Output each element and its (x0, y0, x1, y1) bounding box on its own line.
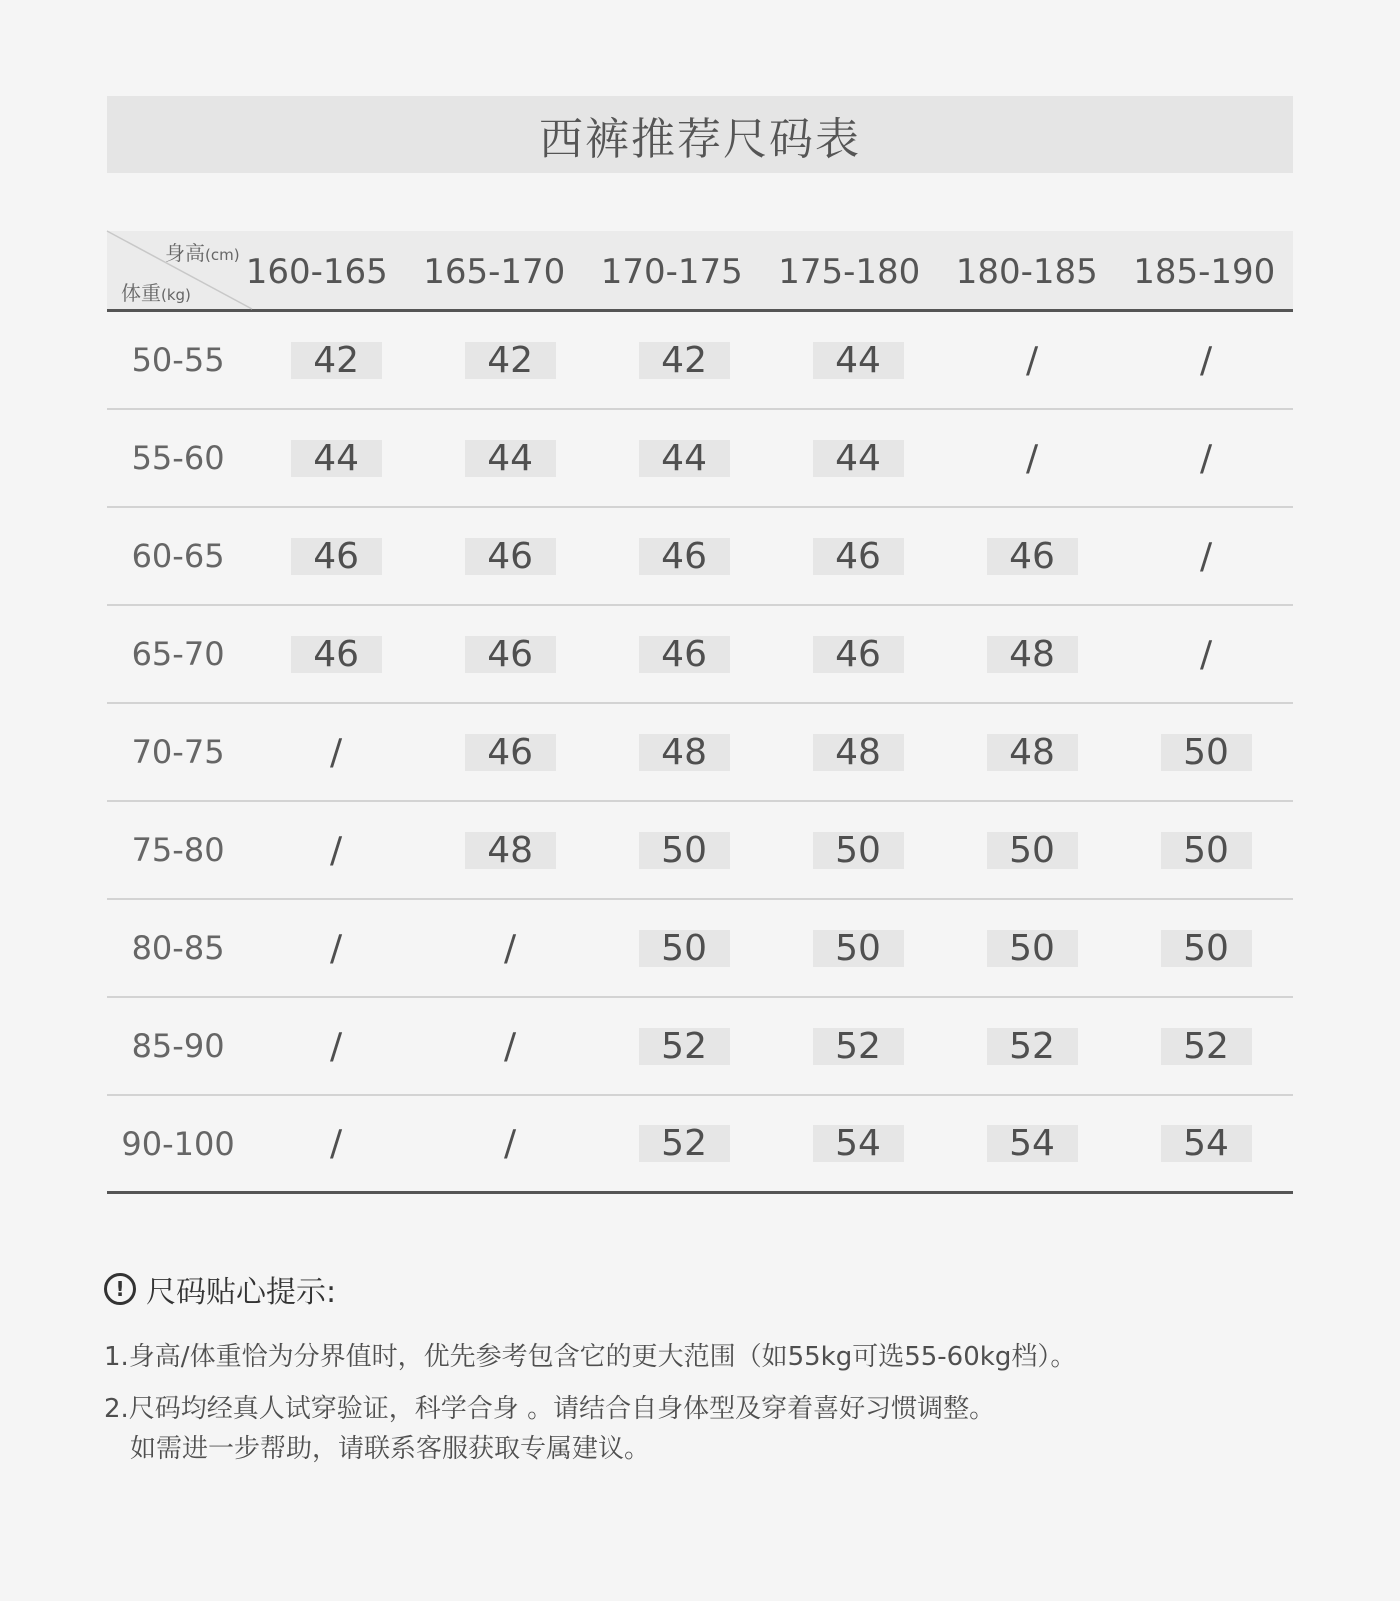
size-value: 46 (813, 538, 904, 575)
tip-line: 1.身高/体重恰为分界值时，优先参考包含它的更大范围（如55kg可选55-60kg档）。 (104, 1342, 1077, 1372)
column-header: 160-165 (245, 252, 388, 292)
unavailable-mark: / (330, 731, 343, 773)
size-cell (771, 998, 945, 1094)
size-cell (249, 312, 423, 408)
size-cell (1119, 312, 1293, 408)
size-cell (771, 606, 945, 702)
size-value: 52 (639, 1125, 730, 1162)
size-cell (1119, 802, 1293, 898)
size-cell (945, 802, 1119, 898)
size-value: 52 (987, 1028, 1078, 1065)
size-value: 46 (465, 538, 556, 575)
size-cell (945, 900, 1119, 996)
column-header: 165-170 (423, 252, 566, 292)
size-value: 50 (813, 930, 904, 967)
height-unit-text: (cm) (205, 246, 240, 264)
size-value: 44 (813, 342, 904, 379)
size-value: 48 (639, 734, 730, 771)
column-header: 185-190 (1133, 252, 1276, 292)
size-cell (771, 312, 945, 408)
size-cell (945, 998, 1119, 1094)
size-value: 48 (987, 734, 1078, 771)
size-cell (1119, 410, 1293, 506)
table-header (107, 231, 1293, 312)
size-cell (597, 312, 771, 408)
weight-range-cell: 70-75 (131, 733, 225, 771)
size-cell (597, 1096, 771, 1191)
size-value: 50 (987, 930, 1078, 967)
size-value: 52 (813, 1028, 904, 1065)
size-cell (945, 410, 1119, 506)
exclamation-circle-icon: ! (104, 1273, 136, 1305)
size-value: 46 (639, 636, 730, 673)
size-value: 46 (465, 734, 556, 771)
size-cell (945, 606, 1119, 702)
size-cell (771, 900, 945, 996)
size-value: 48 (813, 734, 904, 771)
table-row (107, 704, 1293, 802)
size-cell (771, 410, 945, 506)
unavailable-mark: / (504, 1123, 517, 1164)
size-cell (249, 508, 423, 604)
table-row (107, 312, 1293, 410)
tips-section (104, 1267, 1304, 1469)
size-value: 46 (465, 636, 556, 673)
size-cell (597, 802, 771, 898)
size-value: 42 (465, 342, 556, 379)
unavailable-mark: / (1025, 437, 1039, 479)
size-value: 54 (1161, 1125, 1252, 1162)
unavailable-mark: / (330, 1123, 343, 1164)
size-value: 50 (813, 832, 904, 869)
size-cell (771, 704, 945, 800)
size-value: 46 (987, 538, 1078, 575)
size-cell (249, 704, 423, 800)
tip-line: 如需进一步帮助，请联系客服获取专属建议。 (130, 1434, 651, 1464)
size-cell (597, 410, 771, 506)
table-row (107, 1096, 1293, 1194)
column-header: 170-175 (600, 252, 743, 292)
unavailable-mark: / (330, 927, 343, 969)
size-cell (423, 802, 597, 898)
weight-axis-label (121, 277, 191, 306)
unavailable-mark: / (1025, 339, 1039, 381)
unavailable-mark: / (330, 1025, 343, 1067)
size-cell (597, 606, 771, 702)
table-row (107, 998, 1293, 1096)
weight-range-cell: 50-55 (131, 341, 225, 379)
weight-range-cell: 85-90 (131, 1027, 225, 1065)
size-cell (423, 998, 597, 1094)
size-cell (423, 606, 597, 702)
unavailable-mark: / (1199, 535, 1213, 577)
size-value: 50 (1161, 832, 1252, 869)
size-cell (423, 508, 597, 604)
tip-line: 2.尺码均经真人试穿验证，科学合身 。请结合自身体型及穿着喜好习惯调整。 (104, 1394, 996, 1424)
size-cell (1119, 508, 1293, 604)
column-header: 175-180 (778, 252, 921, 292)
weight-range-cell: 65-70 (131, 635, 225, 673)
size-value: 46 (291, 538, 382, 575)
size-cell (1119, 606, 1293, 702)
size-value: 50 (639, 930, 730, 967)
size-value: 44 (291, 440, 382, 477)
size-value: 48 (987, 636, 1078, 673)
size-table (107, 231, 1293, 1194)
size-value: 46 (291, 636, 382, 673)
size-value: 50 (987, 832, 1078, 869)
size-value: 42 (639, 342, 730, 379)
weight-range-cell: 60-65 (131, 537, 225, 575)
size-value: 46 (639, 538, 730, 575)
size-cell (597, 998, 771, 1094)
size-cell (249, 802, 423, 898)
size-value: 50 (639, 832, 730, 869)
size-cell (423, 410, 597, 506)
size-value: 44 (813, 440, 904, 477)
size-cell (249, 900, 423, 996)
size-value: 54 (813, 1125, 904, 1162)
weight-range-cell: 75-80 (131, 831, 225, 869)
weight-label-text: 体重 (121, 281, 161, 305)
size-cell (1119, 900, 1293, 996)
size-value: 52 (639, 1028, 730, 1065)
weight-range-cell: 80-85 (131, 929, 225, 967)
size-value: 50 (1161, 930, 1252, 967)
table-body (107, 312, 1293, 1194)
size-cell (423, 312, 597, 408)
unavailable-mark: / (504, 927, 517, 969)
size-cell (945, 1096, 1119, 1191)
size-cell (249, 1096, 423, 1191)
size-value: 50 (1161, 734, 1252, 771)
size-value: 44 (639, 440, 730, 477)
unavailable-mark: / (504, 1025, 517, 1067)
size-cell (1119, 704, 1293, 800)
column-header: 180-185 (955, 252, 1098, 292)
size-cell (423, 900, 597, 996)
tips-title: 尺码贴心提示: (146, 1275, 337, 1310)
table-row (107, 410, 1293, 508)
size-cell (945, 704, 1119, 800)
size-cell (423, 704, 597, 800)
size-cell (597, 508, 771, 604)
header-corner-cell (107, 231, 240, 309)
page-title: 西裤推荐尺码表 (539, 113, 861, 165)
size-cell (249, 998, 423, 1094)
size-value: 46 (813, 636, 904, 673)
title-bar (107, 96, 1293, 173)
column-headers (228, 231, 1293, 309)
size-value: 44 (465, 440, 556, 477)
size-cell (945, 312, 1119, 408)
unavailable-mark: / (1199, 633, 1213, 675)
tips-header (104, 1267, 1304, 1311)
size-cell (249, 410, 423, 506)
size-cell (597, 900, 771, 996)
height-axis-label (165, 237, 240, 266)
size-cell (1119, 1096, 1293, 1191)
weight-unit-text: (kg) (161, 286, 191, 304)
size-cell (771, 508, 945, 604)
size-value: 54 (987, 1125, 1078, 1162)
size-cell (423, 1096, 597, 1191)
size-value: 48 (465, 832, 556, 869)
weight-range-cell: 90-100 (121, 1124, 235, 1163)
size-cell (771, 802, 945, 898)
table-row (107, 900, 1293, 998)
size-cell (249, 606, 423, 702)
unavailable-mark: / (1199, 339, 1213, 381)
size-cell (1119, 998, 1293, 1094)
height-label-text: 身高 (165, 241, 205, 265)
size-cell (771, 1096, 945, 1191)
table-row (107, 802, 1293, 900)
weight-range-cell: 55-60 (131, 439, 225, 477)
size-value: 42 (291, 342, 382, 379)
table-row (107, 606, 1293, 704)
table-row (107, 508, 1293, 606)
unavailable-mark: / (330, 829, 343, 871)
size-value: 52 (1161, 1028, 1252, 1065)
size-cell (945, 508, 1119, 604)
size-cell (597, 704, 771, 800)
unavailable-mark: / (1199, 437, 1213, 479)
